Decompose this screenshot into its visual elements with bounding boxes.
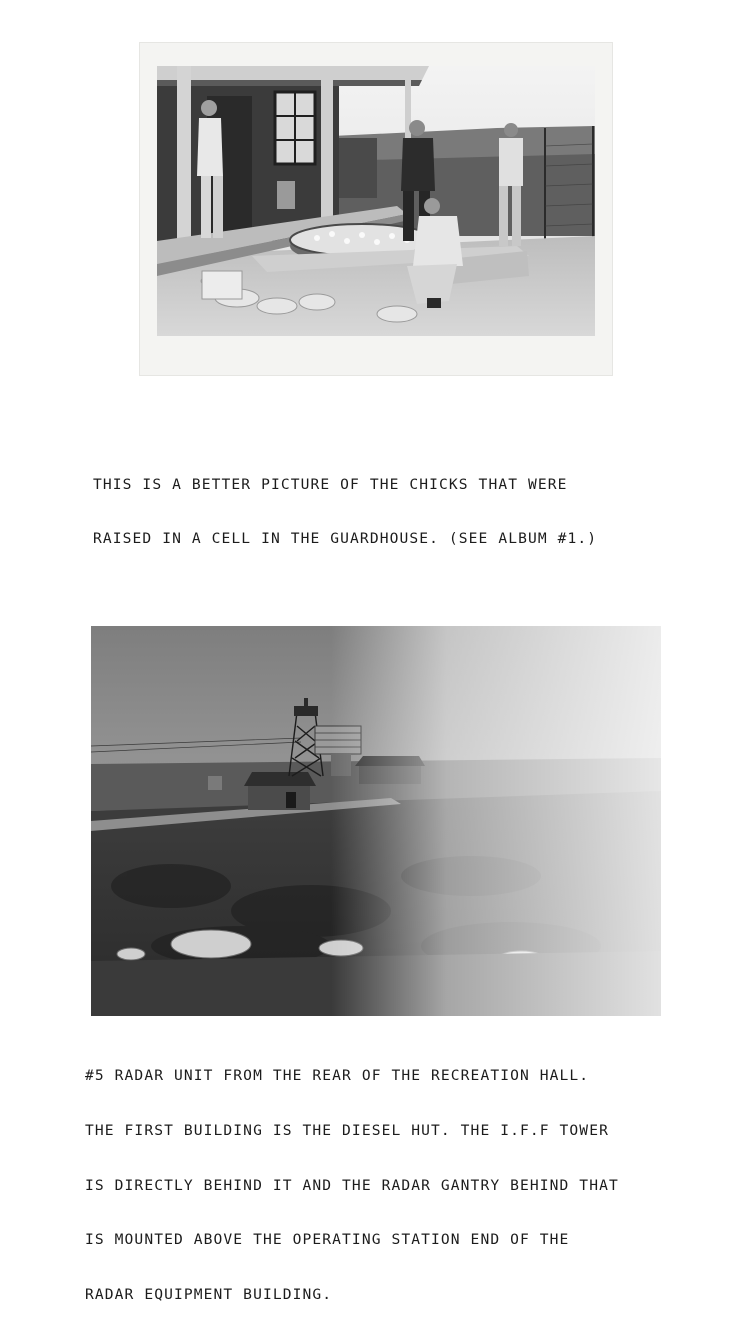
- caption-line: THIS IS A BETTER PICTURE OF THE CHICKS THAT WERE: [93, 475, 568, 493]
- bottom-photo-caption: [85, 1031, 619, 1322]
- caption-line: #5 RADAR UNIT FROM THE REAR OF THE RECREATION HALL.: [85, 1067, 590, 1085]
- caption-line: IS DIRECTLY BEHIND IT AND THE RADAR GANTRY BEHIND THAT: [85, 1176, 619, 1194]
- caption-line: RAISED IN A CELL IN THE GUARDHOUSE. (SEE ALBUM #1.): [93, 530, 598, 548]
- caption-paragraph-1: [93, 439, 607, 585]
- caption-line: IS MOUNTED ABOVE THE OPERATING STATION END OF THE: [85, 1231, 570, 1249]
- caption-line: RADAR EQUIPMENT BUILDING.: [85, 1285, 333, 1303]
- caption-line: THE FIRST BUILDING IS THE DIESEL HUT. THE I.F.F TOWER: [85, 1122, 609, 1140]
- porch-chicks-photo: [157, 66, 595, 336]
- radar-unit-photo: [91, 626, 661, 1016]
